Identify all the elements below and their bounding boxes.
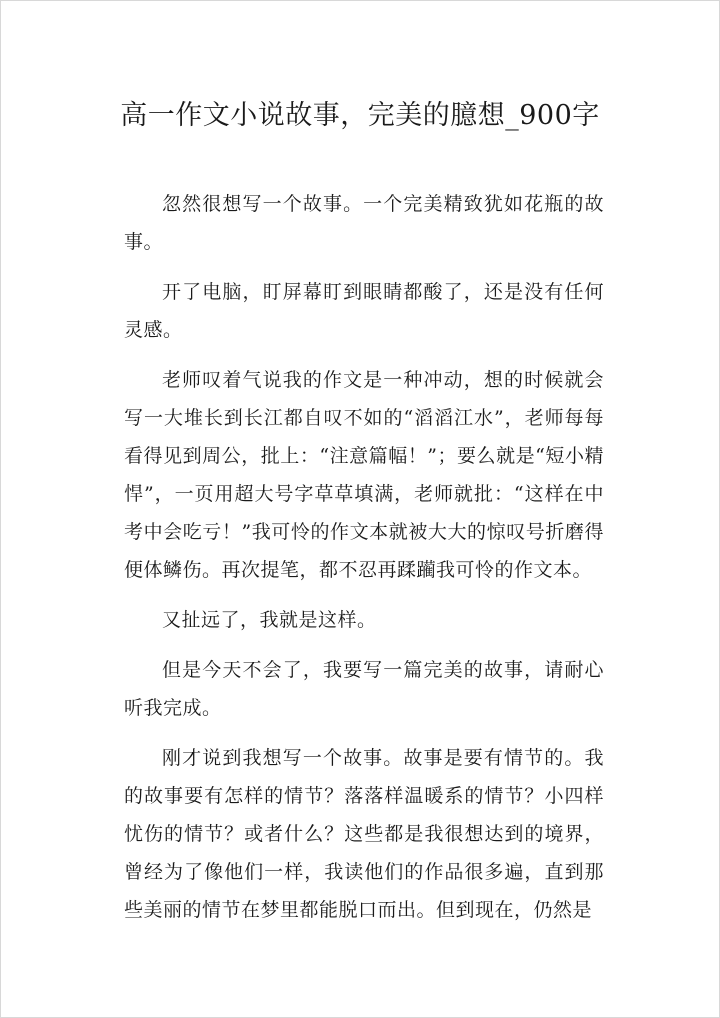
paragraph: 老师叹着气说我的作文是一种冲动，想的时候就会写一大堆长到长江都自叹不如的“滔滔江水”，老师每每看得见到周公，批上：“注意篇幅！”；要么就是“短小精悍”，一页用超大号字草草填满，老师就批：“这样在中考中会吃亏！”我可怜的作文本就被大大的惊叹号折磨得便体鳞伤。再次提笔，都不忍再蹂躏我可怜的作文本。 bbox=[124, 369, 604, 581]
paragraph: 又扯远了，我就是这样。 bbox=[162, 609, 377, 631]
document-title: 高一作文小说故事，完美的臆想_900字 bbox=[120, 100, 600, 131]
paragraph: 刚才说到我想写一个故事。故事是要有情节的。我的故事要有怎样的情节？落落样温暖系的情节？小四样忧伤的情节？或者什么？这些都是我很想达到的境界，曾经为了像他们一样，我读他们的作品很多遍，直到那些美丽的情节在梦里都能脱口而出。但到现在，仍然是 bbox=[124, 747, 604, 921]
paragraph: 忽然很想写一个故事。一个完美精致犹如花瓶的故事。 bbox=[124, 193, 604, 253]
document-page bbox=[1, 1, 719, 1017]
document-body bbox=[124, 185, 604, 941]
paragraph: 开了电脑，盯屏幕盯到眼睛都酸了，还是没有任何灵感。 bbox=[124, 281, 604, 341]
paragraph: 但是今天不会了，我要写一篇完美的故事，请耐心听我完成。 bbox=[124, 659, 604, 719]
